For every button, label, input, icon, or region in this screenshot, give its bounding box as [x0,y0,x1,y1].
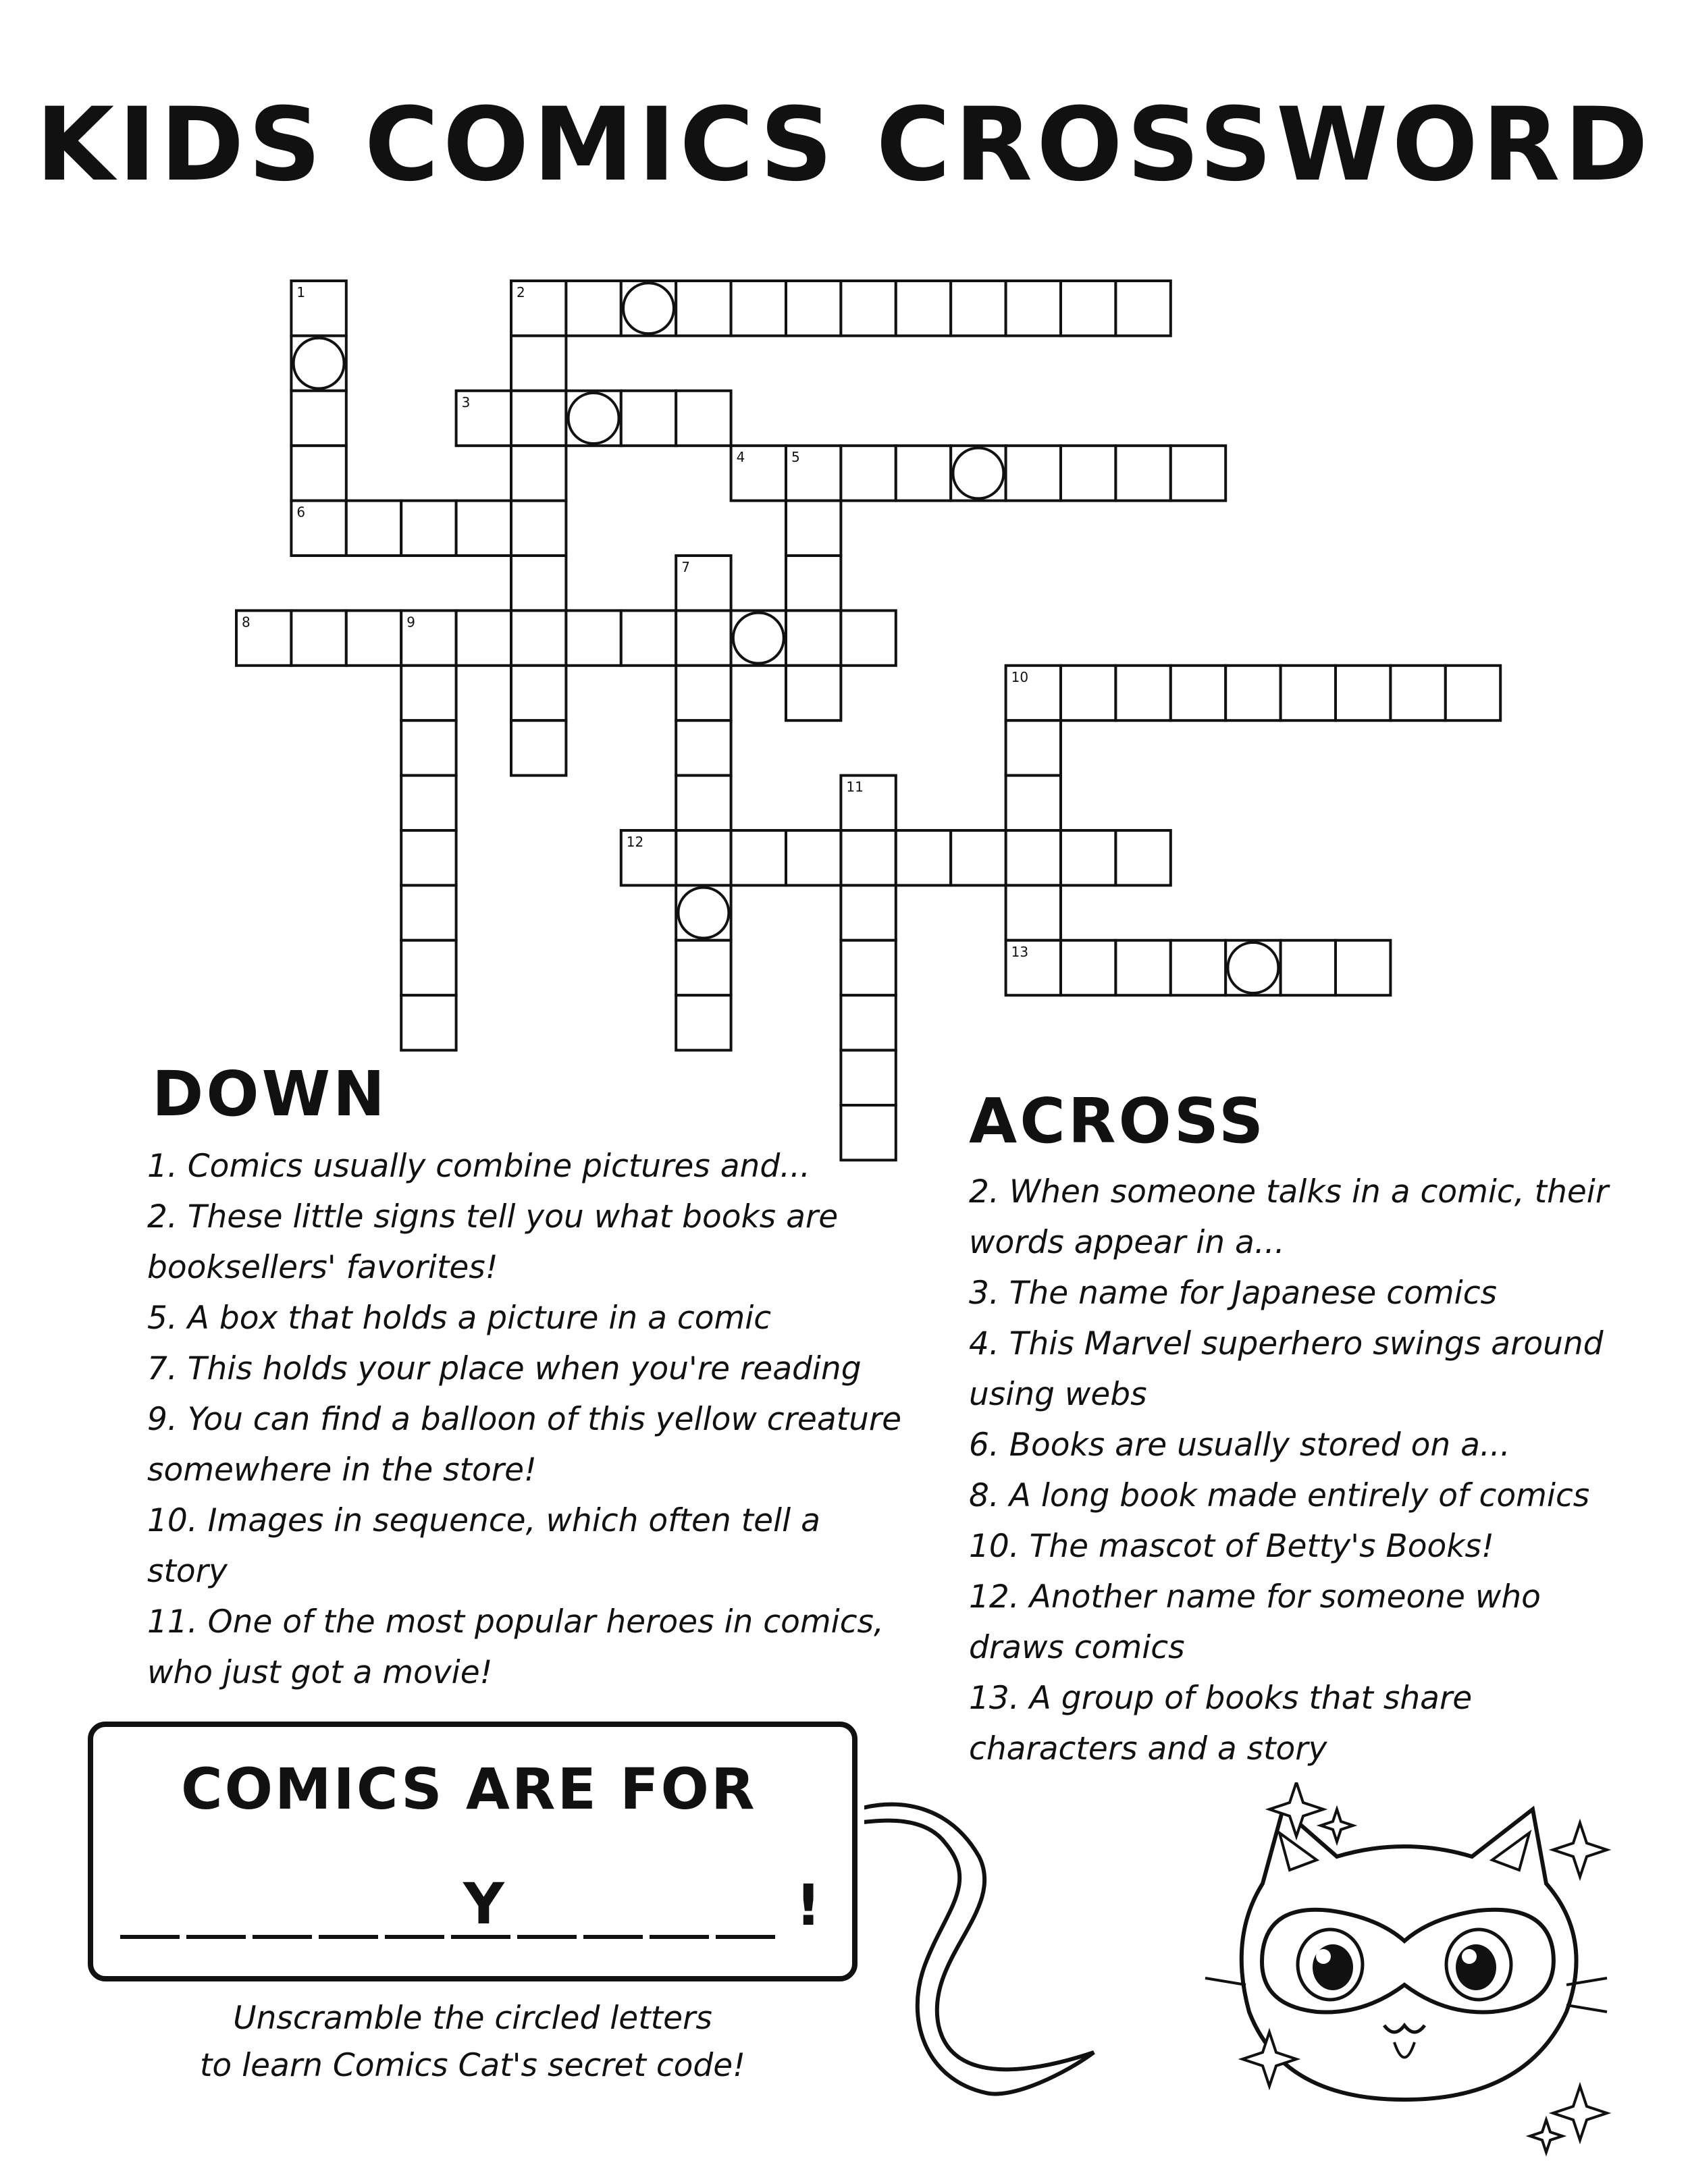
grid-cell[interactable] [1061,666,1115,720]
grid-cell[interactable] [676,995,731,1050]
clue-number-10: 10 [1011,668,1029,685]
grid-cell[interactable] [676,885,731,940]
exclamation-mark: ! [795,1872,822,1938]
grid-cell[interactable] [566,281,621,336]
instructions-line-1: Unscramble the circled letters [233,2000,712,2037]
answer-blank[interactable] [583,1935,643,1939]
grid-cell[interactable] [401,666,456,720]
grid-cell[interactable] [841,940,895,995]
grid-cell[interactable] [291,391,346,446]
answer-blank[interactable] [319,1935,378,1939]
grid-cell[interactable] [1115,830,1170,885]
grid-cell[interactable] [1006,885,1061,940]
grid-cell[interactable] [786,556,841,610]
answer-blank[interactable] [385,1935,444,1939]
given-letter: Y [463,1871,504,1937]
grid-cell[interactable] [511,666,566,720]
grid-cell[interactable] [896,446,951,500]
grid-cell[interactable] [841,830,895,885]
clue-number-12: 12 [626,834,644,850]
down-clue: 2. These little signs tell you what books are [147,1198,839,1235]
grid-cell[interactable] [511,336,566,390]
comics-cat-illustration [864,1782,1674,2184]
answer-blank[interactable] [716,1935,775,1939]
grid-cell[interactable] [676,610,731,665]
clue-number-1: 1 [296,284,306,300]
instructions-line-2: to learn Comics Cat's secret code! [199,2047,746,2084]
grid-cell[interactable] [511,501,566,556]
grid-cell[interactable] [1336,940,1390,995]
across-clue: 4. This Marvel superhero swings around [969,1325,1604,1362]
grid-cell[interactable] [511,391,566,446]
grid-cell[interactable] [511,446,566,500]
grid-cell[interactable] [1225,940,1280,995]
grid-cell[interactable] [786,501,841,556]
down-clue: 10. Images in sequence, which often tell a story [147,1502,820,1590]
clue-number-3: 3 [461,394,471,410]
down-clue: 7. This holds your place when you're reading [147,1350,862,1387]
answer-blank[interactable] [186,1935,246,1939]
across-clue: words appear in a... [969,1224,1285,1261]
grid-cell[interactable] [401,940,456,995]
grid-cell[interactable] [1006,446,1061,500]
clue-number-8: 8 [242,614,250,631]
grid-cell[interactable] [676,830,731,885]
grid-cell[interactable] [786,281,841,336]
grid-cell[interactable] [511,556,566,610]
grid-cell[interactable] [1390,666,1445,720]
across-clue: 12. Another name for someone who [969,1578,1541,1616]
sparkle-icon [1553,2086,1607,2140]
down-clue: 11. One of the most popular heroes in comics, [147,1603,884,1641]
grid-cell[interactable] [511,610,566,665]
sparkle-icon [1553,1823,1607,1877]
answer-blank[interactable] [650,1935,709,1939]
grid-cell[interactable] [676,776,731,830]
grid-cell[interactable] [1006,830,1061,885]
grid-cell[interactable] [1006,720,1061,775]
cat-tail [864,1805,1094,2094]
across-clue: characters and a story [969,1730,1327,1767]
grid-cell[interactable] [786,830,841,885]
across-clue: 6. Books are usually stored on a... [969,1427,1510,1464]
clue-number-2: 2 [517,284,525,300]
page-title: KIDS COMICS CROSSWORD [35,86,1653,204]
clue-number-13: 13 [1011,943,1029,960]
sparkle-icon [1530,2120,1562,2152]
grid-cell[interactable] [621,391,676,446]
grid-cell[interactable] [951,446,1005,500]
grid-cell[interactable] [566,610,621,665]
secret-code-instructions [169,1995,776,2089]
grid-cell[interactable] [1446,666,1500,720]
grid-cell[interactable] [1171,666,1225,720]
grid-cell[interactable] [786,610,841,665]
answer-blank[interactable] [253,1935,312,1939]
clue-number-9: 9 [406,614,415,631]
grid-cell[interactable] [1281,940,1336,995]
grid-cell[interactable] [401,995,456,1050]
down-clue: who just got a movie! [147,1654,493,1691]
grid-cell[interactable] [401,501,456,556]
grid-cell[interactable] [951,281,1005,336]
clue-number-7: 7 [681,559,690,575]
grid-cell[interactable] [1061,446,1115,500]
grid-cell[interactable] [1006,281,1061,336]
across-clue: draws comics [969,1629,1185,1666]
across-clue: 3. The name for Japanese comics [969,1275,1498,1312]
down-clue: somewhere in the store! [147,1451,537,1489]
secret-code-title: COMICS ARE FOR [181,1756,757,1822]
clue-number-4: 4 [736,449,745,466]
grid-cell[interactable] [841,281,895,336]
grid-cell[interactable] [346,501,401,556]
grid-cell[interactable] [731,830,786,885]
grid-cell[interactable] [1115,281,1170,336]
across-clue: using webs [969,1376,1147,1413]
across-clue: 2. When someone talks in a comic, their [969,1173,1609,1210]
grid-cell[interactable] [1115,940,1170,995]
grid-cell[interactable] [676,666,731,720]
clue-number-6: 6 [296,504,306,521]
grid-cell[interactable] [676,281,731,336]
grid-cell[interactable] [1115,666,1170,720]
grid-cell[interactable] [731,610,786,665]
grid-cell[interactable] [291,336,346,390]
grid-cell[interactable] [1006,776,1061,830]
sparkle-icon [1321,1809,1353,1842]
clue-number-5: 5 [791,449,800,466]
down-clue: 1. Comics usually combine pictures and... [147,1148,810,1185]
grid-cell[interactable] [676,940,731,995]
down-heading: DOWN [152,1058,388,1130]
answer-blank[interactable] [517,1935,577,1939]
across-clue: 13. A group of books that share [969,1680,1473,1717]
grid-cell[interactable] [1061,281,1115,336]
grid-cell[interactable] [676,720,731,775]
grid-cell[interactable] [841,610,895,665]
grid-cell[interactable] [1061,830,1115,885]
down-clue-list [147,1141,903,1698]
grid-cell[interactable] [621,610,676,665]
grid-cell[interactable] [291,446,346,500]
down-clue: 9. You can find a balloon of this yellow creature [147,1401,902,1438]
across-clue-list [969,1167,1671,1774]
grid-cell[interactable] [1225,666,1280,720]
grid-cell[interactable] [841,885,895,940]
grid-cell[interactable] [401,885,456,940]
grid-cell[interactable] [1061,940,1115,995]
grid-cell[interactable] [346,610,401,665]
grid-cell[interactable] [1115,446,1170,500]
grid-cell[interactable] [1171,446,1225,500]
grid-cell[interactable] [401,830,456,885]
grid-cell[interactable] [291,610,346,665]
across-clue: 10. The mascot of Betty's Books! [969,1528,1494,1565]
secret-code-answer-line[interactable] [120,1871,849,1943]
across-clue: 8. A long book made entirely of comics [969,1477,1590,1514]
grid-cell[interactable] [731,281,786,336]
grid-cell[interactable] [1281,666,1336,720]
across-heading: ACROSS [969,1085,1267,1157]
grid-cell[interactable] [566,391,621,446]
grid-cell[interactable] [401,720,456,775]
grid-cell[interactable] [401,776,456,830]
answer-blank[interactable] [120,1935,180,1939]
clue-number-11: 11 [846,778,864,795]
grid-cell[interactable] [786,666,841,720]
grid-cell[interactable] [841,446,895,500]
grid-cell[interactable] [1336,666,1390,720]
grid-cell[interactable] [896,830,951,885]
down-clue: 5. A box that holds a picture in a comic [147,1300,772,1337]
grid-cell[interactable] [621,281,676,336]
down-clue: booksellers' favorites! [147,1249,498,1286]
grid-cell[interactable] [456,610,511,665]
grid-cell[interactable] [951,830,1005,885]
grid-cell[interactable] [841,995,895,1050]
grid-cell[interactable] [676,391,731,446]
grid-cell[interactable] [1171,940,1225,995]
grid-cell[interactable] [456,501,511,556]
grid-cell[interactable] [896,281,951,336]
grid-cell[interactable] [841,1050,895,1105]
grid-cell[interactable] [511,720,566,775]
secret-code-box [88,1722,858,1981]
